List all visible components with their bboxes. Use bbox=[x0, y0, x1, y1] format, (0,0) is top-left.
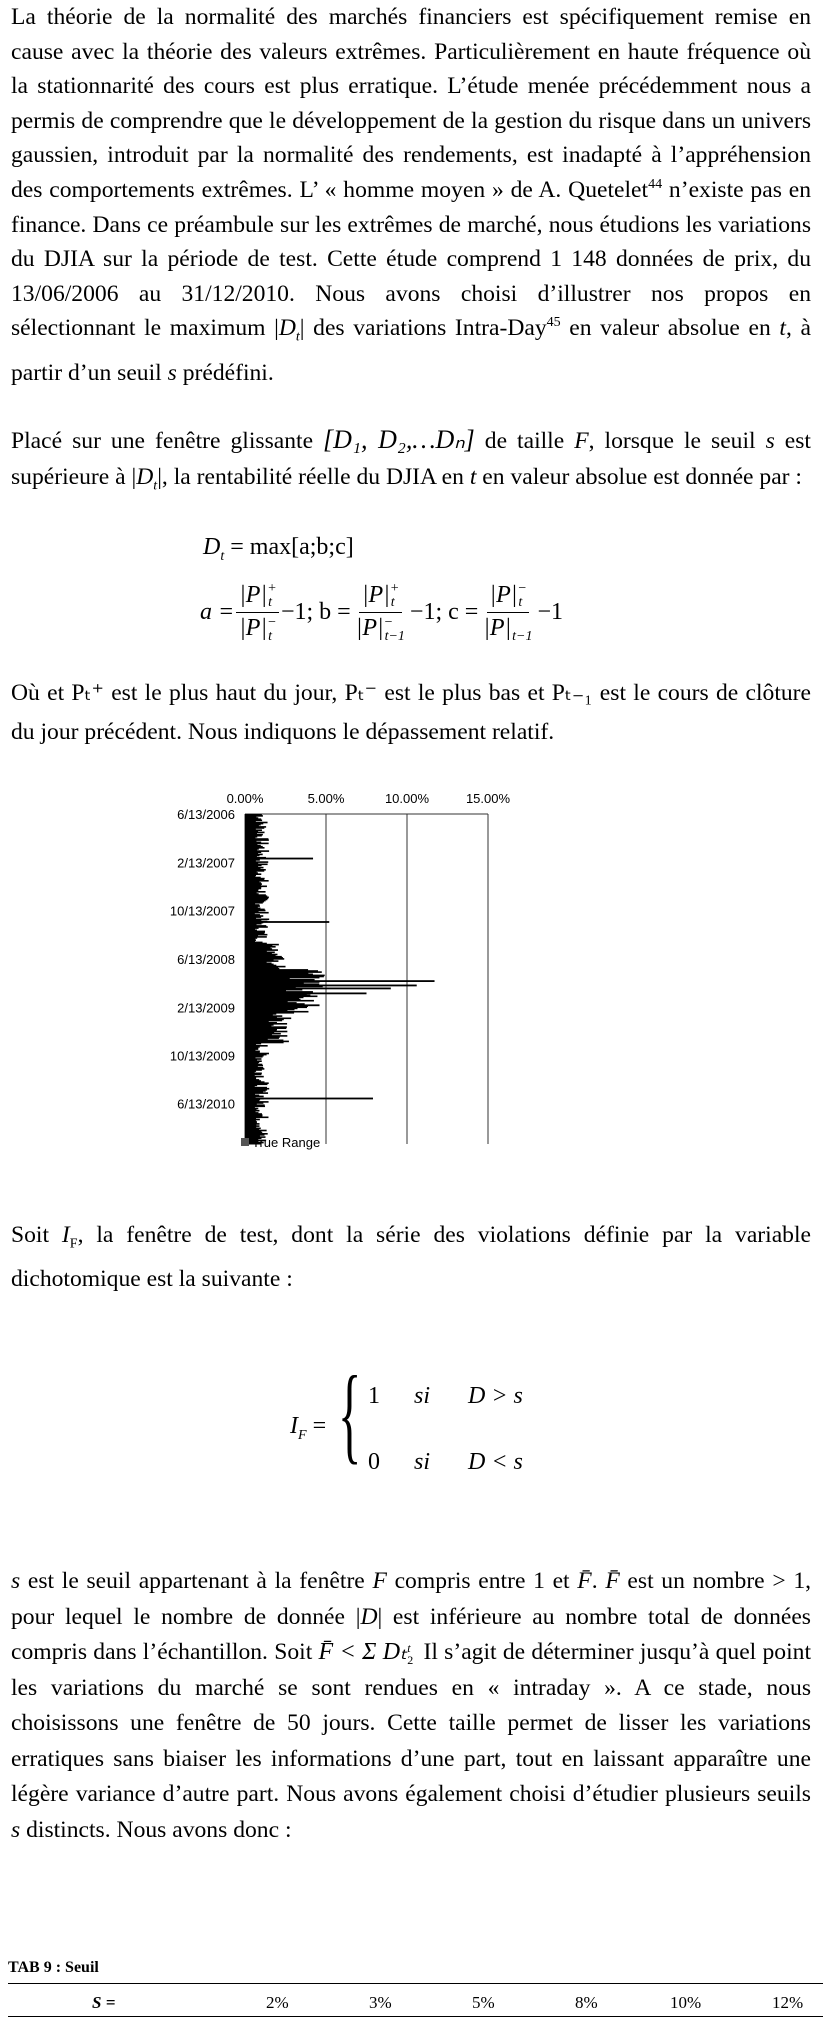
bars bbox=[245, 814, 435, 1145]
table-cell: 8% bbox=[575, 1993, 598, 2012]
y-tick-label: 10/13/2009 bbox=[169, 1048, 235, 1064]
x-tick-label: 0.00% bbox=[226, 791, 264, 806]
x-axis bbox=[227, 791, 511, 806]
true-range-chart bbox=[169, 786, 595, 1151]
bar-spike bbox=[245, 988, 391, 990]
table-header: S = bbox=[92, 1993, 116, 2012]
equation-abc: a = |P| + t |P| − t −1; b = |P| + t |P| − t−1 −1; c = |P| − t |P| t−1 −1 bbox=[200, 581, 564, 644]
brace: { bbox=[338, 1355, 362, 1474]
table-cell: 12% bbox=[772, 1993, 804, 2012]
table-title: TAB 9 : Seuil bbox=[8, 1959, 99, 1976]
footnote-ref-44[interactable]: 44 bbox=[648, 177, 663, 193]
table-cell: 5% bbox=[472, 1993, 495, 2012]
paragraph-intro: La théorie de la normalité des marchés financiers est spécifiquement remise en cause avec la théorie des valeurs extrêmes. Particulièrement en haute fréquence où la stationnarité des cours est plus erratique. L’étude menée précédemment nous a permis de comprendre que le développement de la gestion du risque dans un univers gaussien, introduit par la normalité des rendements, est inadapté à l’appréhension des comportements extrêmes. L’ « homme moyen » de A. Quetelet$^{44}$ n’existe pas en finance. Dans ce préambule sur les extrêmes de marché, nous étudions les variations du DJIA sur la période de test. Cette étude comprend 1 148 données de prix, du 13/06/2006 au 31/12/2010. Nous avons choisi d’illustrer nos propos en sélectionnant le maximum $|D_t|$ des variations Intra-Day$^{45}$ en valeur absolue en t, à partir d’un seuil s prédéfini. bbox=[11, 4, 811, 386]
table-cell: 2% bbox=[266, 1993, 289, 2012]
y-tick-label: 2/13/2007 bbox=[177, 855, 235, 871]
bar-spike bbox=[245, 858, 313, 860]
y-tick-label: 6/13/2006 bbox=[177, 807, 235, 822]
paragraph-definitions: Où et Pₜ⁺ est le plus haut du jour, Pₜ⁻ est le plus bas et Pₜ₋₁ est le cours de clôture du jour précédent. Nous indiquons le dépassement relatif. bbox=[11, 680, 811, 745]
y-tick-label: 2/13/2009 bbox=[177, 1000, 235, 1016]
bar-spike bbox=[245, 1098, 373, 1100]
footnote-ref-45[interactable]: 45 bbox=[546, 315, 561, 331]
table-bottom-rule bbox=[8, 2016, 823, 2017]
x-tick-label: 15.00% bbox=[465, 791, 511, 806]
equation-max: $D_t$ = max[a;b;c] bbox=[203, 534, 354, 564]
legend-label: True Range bbox=[252, 1135, 321, 1150]
x-tick-label: 10.00% bbox=[384, 791, 430, 806]
x-tick-label: 5.00% bbox=[307, 791, 345, 806]
paragraph-threshold: s est le seuil appartenant à la fenêtre F compris entre 1 et F̄. F̄ est un nombre > 1, pour lequel le nombre de donnée |D| est inférieure au nombre total de données compris dans l’échantillon. Soit F̄ < Σ Dₜ t 2 Il s’agit de déterminer jusqu’à quel point les variations du marché se sont rendues en « intraday ». A ce stade, nous choisissons une fenêtre de 50 jours. Cette taille permet de lisser les variations erratiques sans biaiser les informations d’une part, tout en laissant apparaître une légère variance d’autre part. Nous avons également choisi d’étudier plusieurs seuils s distincts. Nous avons donc : bbox=[11, 1568, 812, 1843]
y-tick-label: 6/13/2010 bbox=[177, 1096, 235, 1112]
bar-spike bbox=[245, 992, 367, 994]
legend-swatch bbox=[241, 1138, 249, 1146]
bar-spike bbox=[245, 980, 435, 982]
y-axis bbox=[170, 807, 235, 1112]
table-cell: 10% bbox=[670, 1993, 702, 2012]
bar-spike bbox=[245, 921, 329, 923]
bar-spike bbox=[245, 985, 417, 987]
bar-spike bbox=[245, 1004, 320, 1006]
y-tick-label: 10/13/2007 bbox=[169, 903, 235, 919]
table-top-rule bbox=[8, 1983, 823, 1984]
y-tick-label: 6/13/2008 bbox=[177, 951, 235, 967]
table-cell: 3% bbox=[369, 1993, 392, 2012]
table-row bbox=[8, 1987, 823, 2017]
paragraph-window: Placé sur une fenêtre glissante [D₁, D₂,…Dₙ] de taille F, lorsque le seuil s est supérieure à $|D_t|$, la rentabilité réelle du DJIA en t en valeur absolue est donnée par : bbox=[11, 425, 811, 494]
equation-indicator: $I_F$ = { 1 si D > s 0 si D < s bbox=[290, 1355, 523, 1475]
legend bbox=[241, 1135, 320, 1150]
paragraph-test-window: Soit $I_F$, la fenêtre de test, dont la série des violations définie par la variable dichotomique est la suivante : bbox=[11, 1222, 811, 1292]
